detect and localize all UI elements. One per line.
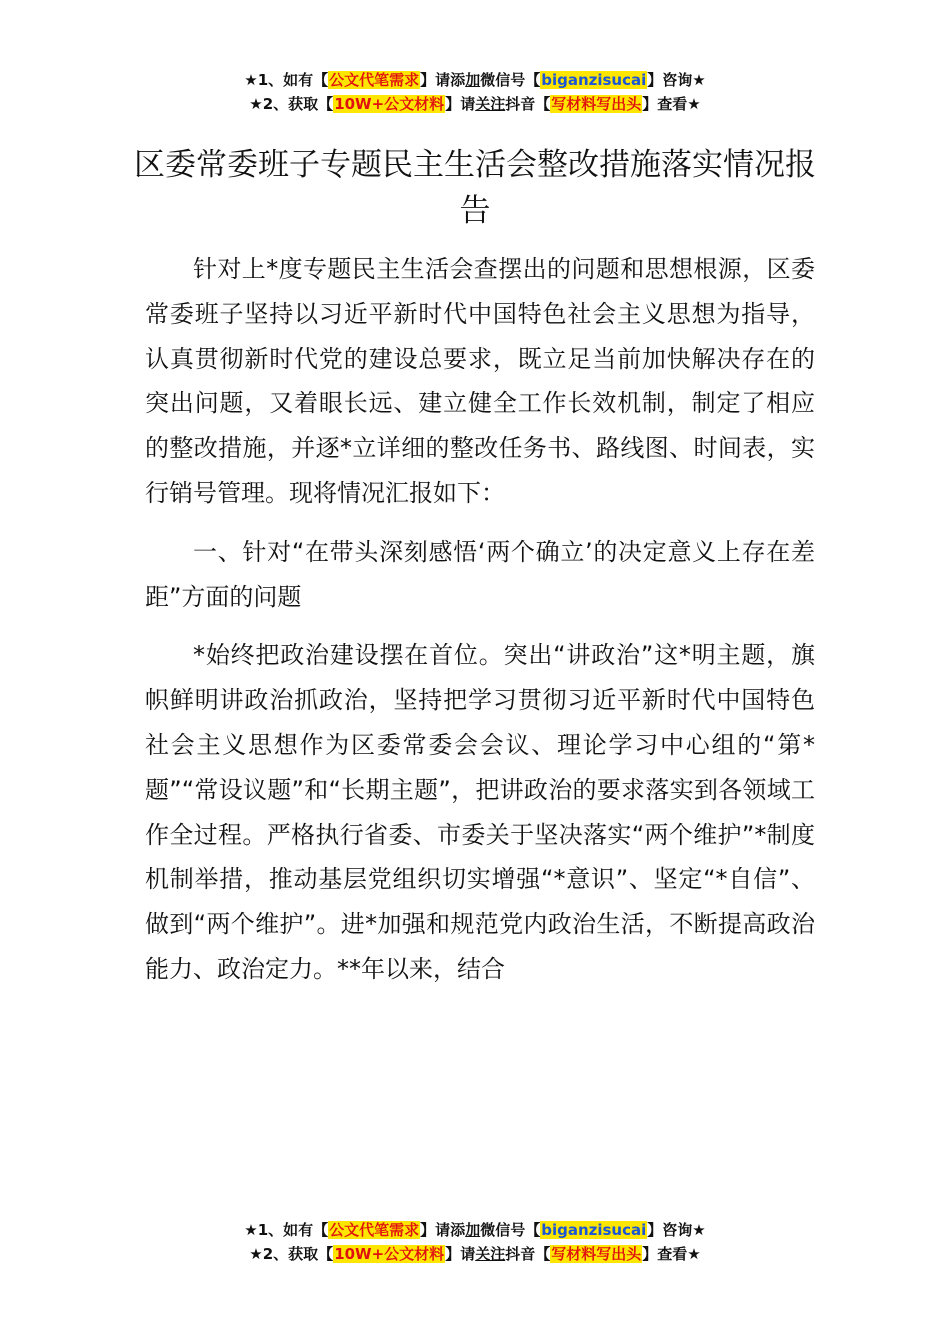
promo-underline: 关注 bbox=[475, 95, 506, 113]
promo-highlight: 公文代笔需求 bbox=[329, 1221, 420, 1239]
promo-highlight: 写材料写出头 bbox=[551, 1245, 642, 1263]
promo-text: 】请 bbox=[445, 95, 476, 113]
promo-underline: 加 bbox=[465, 71, 481, 89]
promo-text: 微信号【 bbox=[480, 71, 541, 89]
promo-line-2 bbox=[0, 1242, 950, 1266]
promo-highlight: 写材料写出头 bbox=[551, 95, 642, 113]
promo-highlight: 公文代笔需求 bbox=[329, 71, 420, 89]
section-heading-1: 一、针对“在带头深刻感悟‘两个确立’的决定意义上存在差距”方面的问题 bbox=[145, 537, 815, 611]
promo-text: ★1、如有【 bbox=[244, 1221, 329, 1239]
promo-text: ★2、获取【 bbox=[249, 95, 334, 113]
promo-text: 抖音【 bbox=[505, 95, 551, 113]
promo-text: ★2、获取【 bbox=[249, 1245, 334, 1263]
promo-text: 】请添 bbox=[420, 71, 466, 89]
promo-text: 】咨询★ bbox=[647, 71, 706, 89]
paragraph-section-1: *始终把政治建设摆在首位。突出“讲政治”这*明主题，旗帜鲜明讲政治抓政治，坚持把学习贯彻习近平新时代中国特色社会主义思想作为区委常委会会议、理论学习中心组的“第*题”“常设议题”和“长期主题”，把讲政治的要求落实到各领域工作全过程。严格执行省委、市委关于坚决落实“两个维护”*制度机制举措，推动基层党组织切实增强“*意识”、坚定“*自信”、做到“两个维护”。进*加强和规范党内政治生活，不断提高政治能力、政治定力。**年以来，结合 bbox=[145, 641, 815, 983]
promo-banner-top bbox=[0, 68, 950, 116]
promo-line-1 bbox=[0, 1218, 950, 1242]
promo-wechat-id: biganzisucai bbox=[541, 1221, 647, 1239]
document-body bbox=[145, 247, 815, 992]
promo-wechat-id: biganzisucai bbox=[541, 71, 647, 89]
promo-text: 】请 bbox=[445, 1245, 476, 1263]
promo-line-1 bbox=[0, 68, 950, 92]
promo-text: 】咨询★ bbox=[647, 1221, 706, 1239]
paragraph-intro: 针对上*度专题民主生活会查摆出的问题和思想根源，区委常委班子坚持以习近平新时代中国特色社会主义思想为指导，认真贯彻新时代党的建设总要求，既立足当前加快解决存在的突出问题，又着眼长远、建立健全工作长效机制，制定了相应的整改措施，并逐*立详细的整改任务书、路线图、时间表，实行销号管理。现将情况汇报如下： bbox=[145, 255, 815, 507]
promo-highlight: 10W+公文材料 bbox=[334, 1245, 445, 1263]
document-title: 区委常委班子专题民主生活会整改措施落实情况报告 bbox=[134, 147, 816, 229]
promo-underline: 关注 bbox=[475, 1245, 506, 1263]
promo-text: ★1、如有【 bbox=[244, 71, 329, 89]
promo-line-2 bbox=[0, 92, 950, 116]
promo-banner-bottom bbox=[0, 1218, 950, 1266]
promo-text: 微信号【 bbox=[480, 1221, 541, 1239]
promo-text: 】查看★ bbox=[642, 1245, 701, 1263]
promo-text: 抖音【 bbox=[505, 1245, 551, 1263]
promo-underline: 加 bbox=[465, 1221, 481, 1239]
promo-text: 】查看★ bbox=[642, 95, 701, 113]
promo-highlight: 10W+公文材料 bbox=[334, 95, 445, 113]
promo-text: 】请添 bbox=[420, 1221, 466, 1239]
